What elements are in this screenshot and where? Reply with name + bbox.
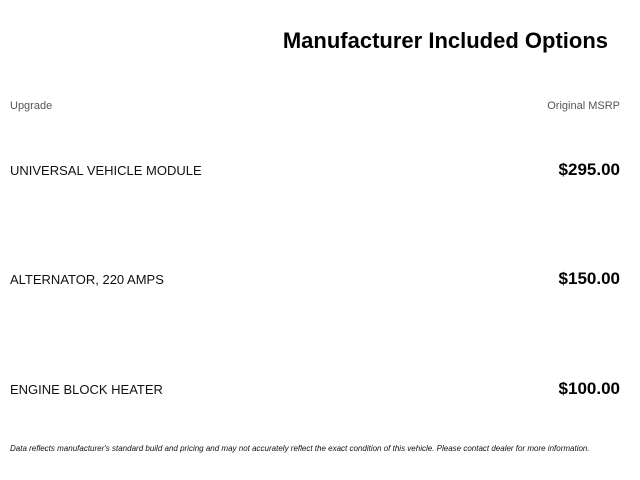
page-title: Manufacturer Included Options bbox=[282, 28, 608, 53]
option-price: $150.00 bbox=[558, 269, 620, 288]
option-name: ALTERNATOR, 220 AMPS bbox=[10, 271, 164, 287]
disclaimer-text: Data reflects manufacturer's standard build and pricing and may not accurately reflect the exact condition of this vehicle. Please contact dealer for more information. bbox=[10, 444, 590, 453]
option-row bbox=[10, 267, 620, 291]
column-header-msrp: Original MSRP bbox=[547, 100, 620, 112]
option-name: ENGINE BLOCK HEATER bbox=[10, 381, 163, 397]
option-name: UNIVERSAL VEHICLE MODULE bbox=[10, 162, 202, 178]
column-header-upgrade: Upgrade bbox=[10, 100, 53, 112]
option-row bbox=[10, 377, 620, 401]
option-row bbox=[10, 158, 620, 182]
option-price: $295.00 bbox=[558, 160, 620, 179]
option-price: $100.00 bbox=[558, 379, 620, 398]
